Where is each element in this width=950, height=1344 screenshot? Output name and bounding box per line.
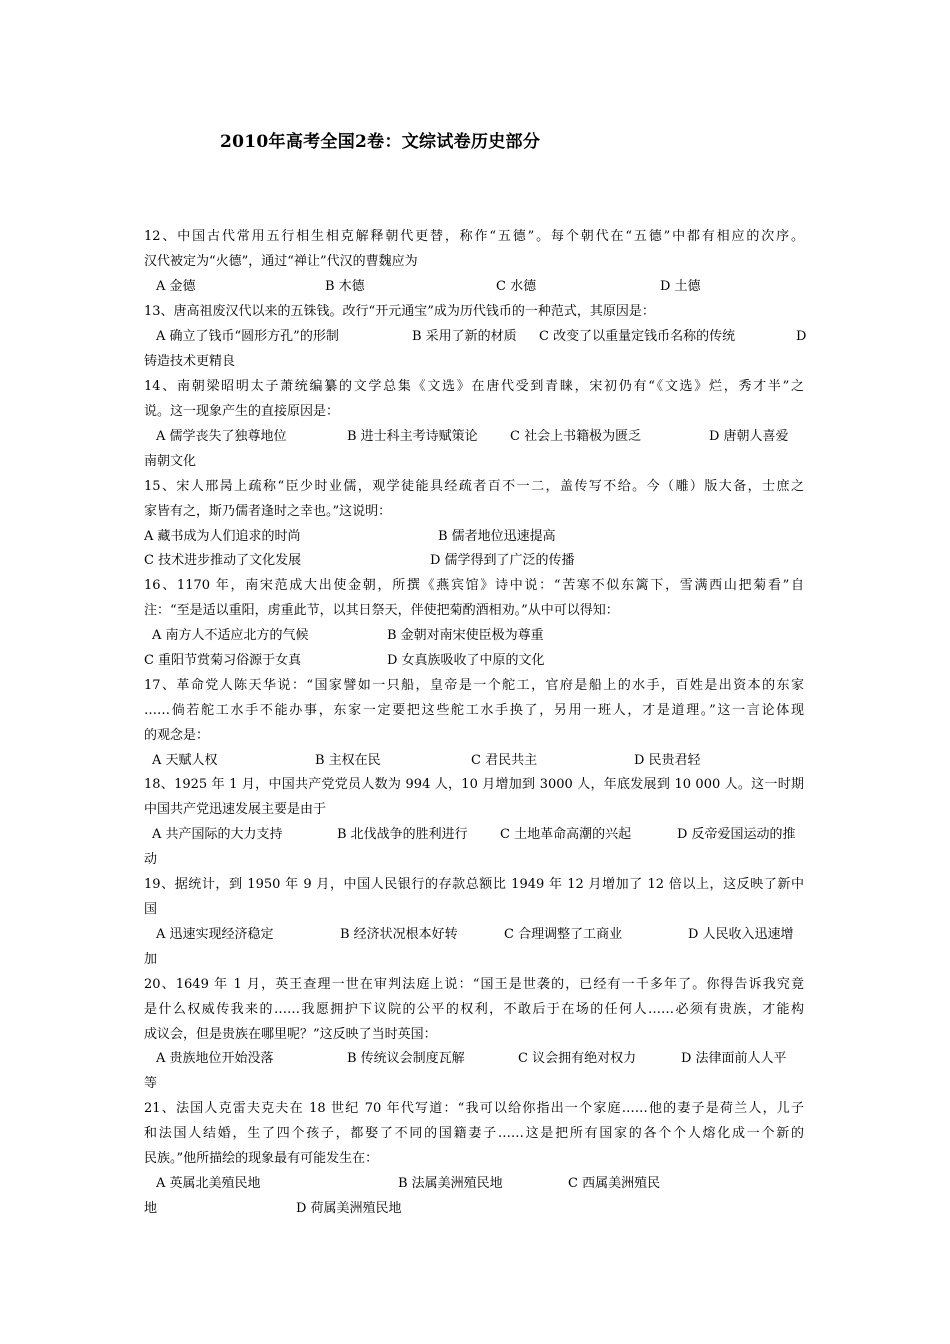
q16-stem-line1: 16、1170 年，南宋范成大出使金朝，所撰《燕宾馆》诗中说：“苦寒不似东篱下，雪满西山把菊看”自 xyxy=(144,578,804,593)
q16-stem-line2: 注：“至是适以重阳，虏重此节，以其日祭天，伴使把菊酌酒相劝。”从中可以得知： xyxy=(144,603,619,618)
q12-option-b: B 木德 xyxy=(325,279,365,294)
q14-stem-line1: 14、南朝梁昭明太子萧统编纂的文学总集《文选》在唐代受到青睐，宋初仍有“《文选》烂，秀才半”之 xyxy=(144,379,804,394)
q19-option-d-cont: 加 xyxy=(144,952,158,967)
q13-option-b: B 采用了新的材质 xyxy=(412,329,517,344)
q21-option-d: D 荷属美洲殖民地 xyxy=(296,1201,402,1216)
q18-option-d: D 反帝爱国运动的推 xyxy=(677,827,796,842)
q17-stem-line2: ……倘若舵工水手不能办事，东家一定要把这些舵工水手换了，另用一班人，才是道理。”这一言论体现 xyxy=(144,703,804,718)
q14-option-c: C 社会上书籍极为匮乏 xyxy=(510,429,642,444)
q12-option-d: D 土德 xyxy=(660,279,701,294)
q17-option-d: D 民贵君轻 xyxy=(634,753,701,768)
q20-option-a: A 贵族地位开始没落 xyxy=(156,1051,274,1066)
q19-option-a: A 迅速实现经济稳定 xyxy=(156,927,274,942)
q13-option-d-cont: 铸造技术更精良 xyxy=(144,354,236,369)
q13-stem-line1: 13、唐高祖废汉代以来的五铢钱。改行“开元通宝”成为历代钱币的一种范式，其原因是： xyxy=(144,304,655,319)
q18-option-a: A 共产国际的大力支持 xyxy=(152,827,283,842)
q12-option-c: C 水德 xyxy=(496,279,537,294)
q15-option-a: A 藏书成为人们追求的时尚 xyxy=(144,529,301,544)
q18-option-c: C 土地革命高潮的兴起 xyxy=(500,827,632,842)
q15-option-b: B 儒者地位迅速提高 xyxy=(438,529,556,544)
q18-stem-line2: 中国共产党迅速发展主要是由于 xyxy=(144,802,327,817)
q12-stem-line2: 汉代被定为“火德”，通过“禅让”代汉的曹魏应为 xyxy=(144,254,418,269)
q13-option-c: C 改变了以重量定钱币名称的传统 xyxy=(539,329,736,344)
q19-option-b: B 经济状况根本好转 xyxy=(340,927,458,942)
q15-option-c: C 技术进步推动了文化发展 xyxy=(144,553,302,568)
q20-stem-line1: 20、1649 年 1 月，英王查理一世在审判法庭上说：“国王是世袭的，已经有一千多年了。你得告诉我究竟 xyxy=(144,977,804,992)
q14-option-d: D 唐朝人喜爱 xyxy=(709,429,789,444)
q16-option-b: B 金朝对南宋使臣极为尊重 xyxy=(387,628,544,643)
q16-option-d: D 女真族吸收了中原的文化 xyxy=(387,653,545,668)
q21-option-a: A 英属北美殖民地 xyxy=(156,1176,261,1191)
q14-option-b: B 进士科主考诗赋策论 xyxy=(347,429,478,444)
q15-option-d: D 儒学得到了广泛的传播 xyxy=(430,553,575,568)
q14-option-a: A 儒学丧失了独尊地位 xyxy=(156,429,287,444)
q20-option-d: D 法律面前人人平 xyxy=(681,1051,787,1066)
q20-stem-line2: 是什么权威传我来的……我愿拥护下议院的公平的权利，不敢后于在场的任何人……必须有贵族，才能构 xyxy=(144,1002,804,1017)
q14-stem-line2: 说。这一现象产生的直接原因是： xyxy=(144,404,340,419)
q15-stem-line2: 家皆有之，斯乃儒者逢时之幸也。”这说明： xyxy=(144,504,392,519)
q20-option-c: C 议会拥有绝对权力 xyxy=(518,1051,637,1066)
q13-option-d: D xyxy=(796,329,807,344)
q19-option-d: D 人民收入迅速增 xyxy=(688,927,794,942)
q21-option-c: C 西属美洲殖民 xyxy=(568,1176,661,1191)
q12-stem-line1: 12、中国古代常用五行相生相克解释朝代更替，称作“五德”。每个朝代在“五德”中都有相应的次序。 xyxy=(144,229,804,244)
q21-stem-line1: 21、法国人克雷夫克夫在 18 世纪 70 年代写道：“我可以给你指出一个家庭……他的妻子是荷兰人，儿子 xyxy=(144,1101,804,1116)
q18-option-b: B 北伐战争的胜利进行 xyxy=(337,827,468,842)
q20-option-b: B 传统议会制度瓦解 xyxy=(347,1051,465,1066)
q13-option-a: A 确立了钱币“圆形方孔”的形制 xyxy=(156,329,339,344)
q18-stem-line1: 18、1925 年 1 月，中国共产党党员人数为 994 人，10 月增加到 3000 人，年底发展到 10 000 人。这一时期 xyxy=(144,777,804,792)
q19-stem-line1: 19、据统计，到 1950 年 9 月，中国人民银行的存款总额比 1949 年 12 月增加了 12 倍以上，这反映了新中 xyxy=(144,877,804,892)
q17-option-b: B 主权在民 xyxy=(315,753,381,768)
q16-option-c: C 重阳节赏菊习俗源于女真 xyxy=(144,653,302,668)
page-title: 2010年高考全国2卷：文综试卷历史部分 xyxy=(220,132,541,152)
q14-option-d-cont: 南朝文化 xyxy=(144,454,197,469)
q19-option-c: C 合理调整了工商业 xyxy=(504,927,623,942)
q19-stem-line2: 国 xyxy=(144,902,158,917)
q17-option-c: C 君民共主 xyxy=(471,753,538,768)
q21-stem-line2: 和法国人结婚，生了四个孩子，都娶了不同的国籍妻子……这是把所有国家的各个个人熔化成一个新的 xyxy=(144,1126,804,1141)
q17-stem-line3: 的观念是： xyxy=(144,728,210,743)
q20-stem-line3: 成议会，但是贵族在哪里呢？”这反映了当时英国： xyxy=(144,1027,437,1042)
q16-option-a: A 南方人不适应北方的气候 xyxy=(152,628,309,643)
q21-option-b: B 法属美洲殖民地 xyxy=(398,1176,503,1191)
q21-stem-line3: 民族。”他所描绘的现象最有可能发生在： xyxy=(144,1151,379,1166)
q18-option-d-cont: 动 xyxy=(144,852,158,867)
q20-option-d-cont: 等 xyxy=(144,1076,158,1091)
q12-option-a: A 金德 xyxy=(156,279,196,294)
q17-option-a: A 天赋人权 xyxy=(152,753,218,768)
q21-option-c-cont: 地 xyxy=(144,1201,158,1216)
q15-stem-line1: 15、宋人邢昺上疏称“臣少时业儒，观学徒能具经疏者百不一二，盖传写不给。今（雕）版大备，士庶之 xyxy=(144,479,804,494)
q17-stem-line1: 17、革命党人陈天华说：“国家譬如一只船，皇帝是一个舵工，官府是船上的水手，百姓是出资本的东家 xyxy=(144,678,804,693)
